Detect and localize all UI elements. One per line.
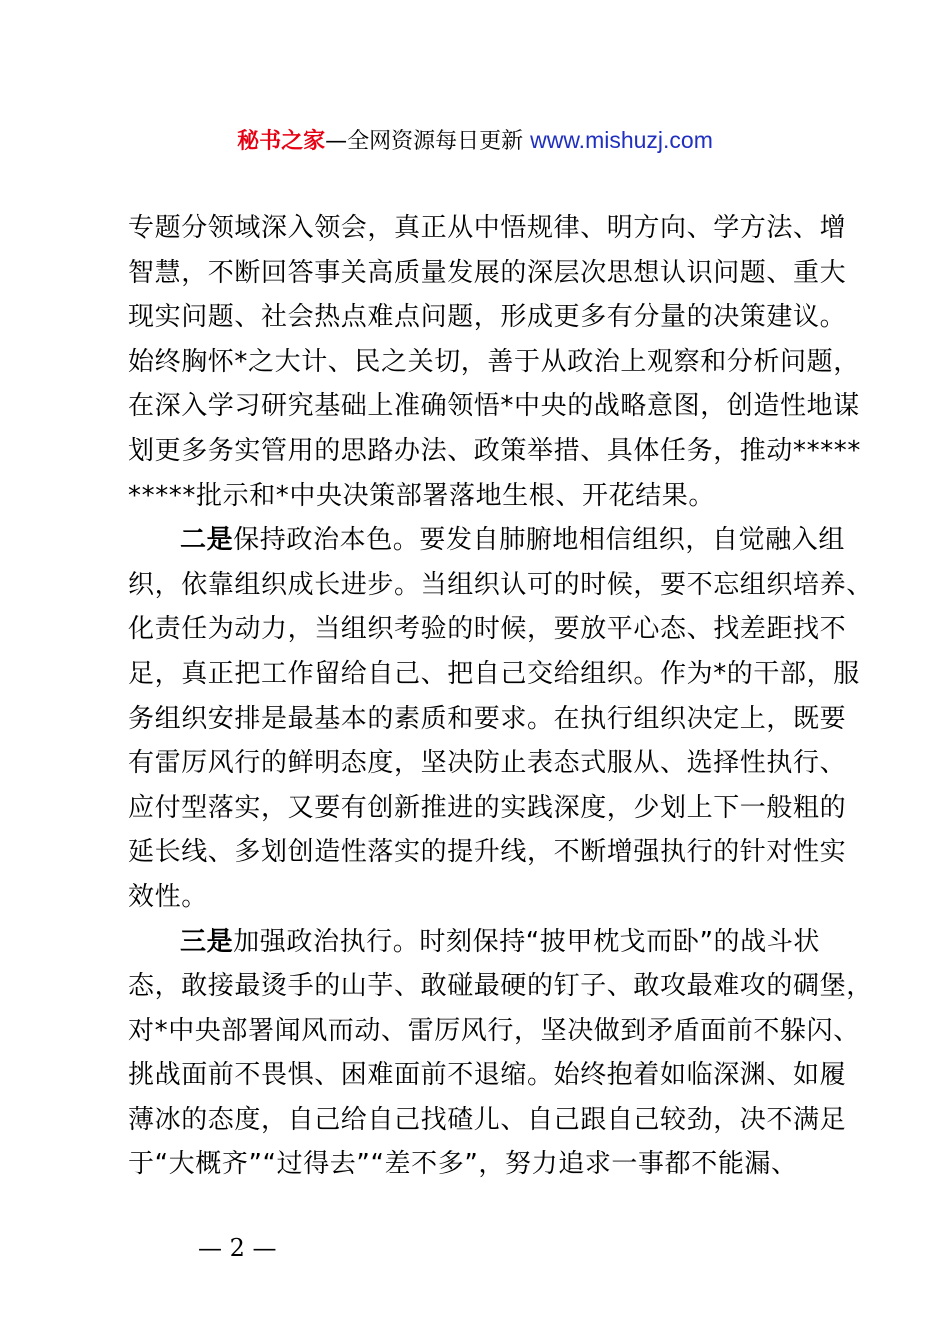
- text-line: 对*中央部署闻风而动、雷厉风行，坚决做到矛盾面前不躲闪、: [128, 1015, 860, 1046]
- text-line: 延长线、多划创造性落实的提升线，不断增强执行的针对性实: [128, 837, 847, 868]
- paragraph-two: [128, 518, 873, 919]
- text-line: 态，敢接最烫手的山芋、敢碰最硬的钉子、敢攻最难攻的碉堡，: [128, 971, 873, 1002]
- text-line: 于“大概齐”“过得去”“差不多”，努力追求一事都不能漏、: [128, 1149, 798, 1180]
- text-line: 薄冰的态度，自己给自己找碴儿、自己跟自己较劲，决不满足: [128, 1104, 847, 1135]
- text-line: 在深入学习研究基础上准确领悟*中央的战略意图，创造性地谋: [128, 391, 860, 422]
- banner-tagline: —全网资源每日更新: [325, 129, 531, 154]
- paragraph-lead: 二是: [180, 525, 234, 556]
- paragraph-lead: 三是: [180, 926, 234, 957]
- text-line: 始终胸怀*之大计、民之关切，善于从政治上观察和分析问题，: [128, 346, 860, 377]
- text-line: 挑战面前不畏惧、困难面前不退缩。始终抱着如临深渊、如履: [128, 1060, 847, 1091]
- paragraph-continued: [128, 206, 862, 518]
- site-banner: [0, 124, 950, 158]
- brand-name: 秘书之家: [237, 129, 326, 154]
- text-line: *****批示和*中央决策部署落地生根、开花结果。: [128, 480, 716, 511]
- text-line: 务组织安排是最基本的素质和要求。在执行组织决定上，既要: [128, 703, 847, 734]
- text-line: 加强政治执行。时刻保持“披甲枕戈而卧”的战斗状: [233, 926, 820, 957]
- site-url-link[interactable]: www.mishuzj.com: [530, 127, 713, 153]
- text-line: 专题分领域深入领会，真正从中悟规律、明方向、学方法、增: [128, 213, 847, 243]
- text-line: 划更多务实管用的思路办法、政策举措、具体任务，推动*****: [128, 435, 862, 466]
- document-body: [128, 206, 873, 1187]
- text-line: 化责任为动力，当组织考验的时候，要放平心态、找差距找不: [128, 614, 847, 645]
- text-line: 现实问题、社会热点难点问题，形成更多有分量的决策建议。: [128, 302, 847, 333]
- text-line: 智慧，不断回答事关高质量发展的深层次思想认识问题、重大: [128, 257, 847, 288]
- text-line: 有雷厉风行的鲜明态度，坚决防止表态式服从、选择性执行、: [128, 748, 847, 779]
- text-line-first: [128, 920, 840, 965]
- text-line: 织，依靠组织成长进步。当组织认可的时候，要不忘组织培养、: [128, 569, 873, 600]
- paragraph-three: [128, 920, 873, 1188]
- text-line: 保持政治本色。要发自肺腑地相信组织，自觉融入组: [233, 525, 846, 556]
- text-line-first: [128, 518, 846, 563]
- text-line: 足，真正把工作留给自己、把自己交给组织。作为*的干部，服: [128, 658, 860, 689]
- text-line: 效性。: [128, 881, 208, 912]
- page-number: — 2 —: [198, 1234, 277, 1262]
- text-line: 应付型落实，又要有创新推进的实践深度，少划上下一般粗的: [128, 792, 847, 823]
